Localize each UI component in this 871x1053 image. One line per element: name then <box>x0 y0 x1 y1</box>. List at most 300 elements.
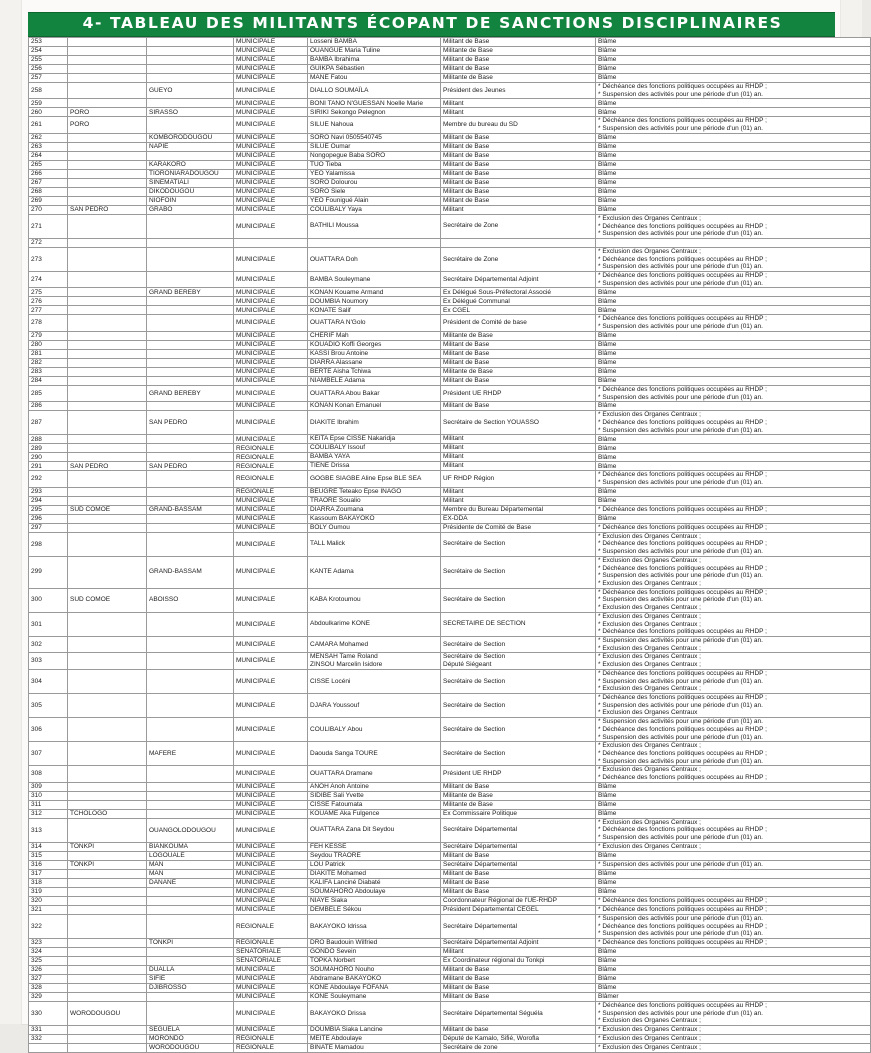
cell-name <box>308 956 441 965</box>
cell-region <box>68 288 147 297</box>
cell-struct: MUNICIPALE <box>234 142 308 151</box>
func-line: Secrétaire de Section YOUASSO <box>443 418 539 426</box>
table-row[interactable] <box>29 860 871 869</box>
cell-region <box>68 196 147 205</box>
cell-region <box>68 376 147 385</box>
cell-name <box>308 818 441 842</box>
table-row[interactable] <box>29 178 871 187</box>
table-row[interactable] <box>29 653 871 670</box>
table-row[interactable] <box>29 636 871 652</box>
name-line: Seydou TRAORE <box>310 851 361 859</box>
cell-num: 322 <box>29 914 68 938</box>
name-line: MENSAH Tame Roland <box>310 653 378 661</box>
table-row[interactable] <box>29 487 871 496</box>
cell-sanction <box>596 791 871 800</box>
table-row[interactable] <box>29 214 871 238</box>
func-line: Militant de Base <box>443 887 490 895</box>
table-row[interactable] <box>29 133 871 142</box>
cell-region <box>68 272 147 288</box>
table-row[interactable] <box>29 588 871 612</box>
sanction-line: * Exclusion des Organes Centraux ; <box>598 556 701 564</box>
cell-struct: MUNICIPALE <box>234 47 308 56</box>
sanction-line: Blâme <box>598 99 617 107</box>
cell-region <box>68 133 147 142</box>
func-line: Président Départemental CEGEL <box>443 905 539 913</box>
name-line: KABA Krotoumou <box>310 596 361 604</box>
cell-func <box>441 496 596 505</box>
cell-region <box>68 694 147 718</box>
cell-region <box>68 800 147 809</box>
func-line: Militante de Base <box>443 331 493 339</box>
sanction-line: Blâme <box>598 340 617 348</box>
table-row[interactable] <box>29 187 871 196</box>
table-row[interactable] <box>29 47 871 56</box>
table-row[interactable] <box>29 435 871 444</box>
table-row[interactable] <box>29 38 871 47</box>
table-row[interactable] <box>29 376 871 385</box>
name-line: DJARA Youssouf <box>310 701 360 709</box>
cell-num: 287 <box>29 411 68 435</box>
cell-dept <box>147 331 234 340</box>
cell-sanction <box>596 914 871 938</box>
cell-sanction <box>596 108 871 117</box>
table-row[interactable] <box>29 818 871 842</box>
cell-region: SUD COMOE <box>68 588 147 612</box>
cell-num: 309 <box>29 782 68 791</box>
cell-dept <box>147 214 234 238</box>
table-row[interactable] <box>29 471 871 487</box>
table-row[interactable] <box>29 1026 871 1035</box>
table-row[interactable] <box>29 74 871 83</box>
cell-sanction <box>596 74 871 83</box>
cell-func <box>441 297 596 306</box>
cell-dept: ABOISSO <box>147 588 234 612</box>
sanction-line: Blâme <box>598 791 617 799</box>
cell-func <box>441 133 596 142</box>
sanction-line: * Déchéance des fonctions politiques occupées au RHDP ; <box>598 694 767 702</box>
cell-name <box>308 65 441 74</box>
sanction-line: * Suspension des activités pour une période d'un (01) an. <box>598 1009 763 1017</box>
sanction-line: * Exclusion des Organes Centraux ; <box>598 612 701 620</box>
table-row[interactable] <box>29 297 871 306</box>
cell-sanction <box>596 947 871 956</box>
cell-num: 288 <box>29 435 68 444</box>
cell-struct: MUNICIPALE <box>234 288 308 297</box>
sanction-line: * Exclusion des Organes Centraux ; <box>598 1035 701 1043</box>
cell-dept <box>147 992 234 1001</box>
cell-func <box>441 842 596 851</box>
table-row[interactable] <box>29 782 871 791</box>
cell-num: 332 <box>29 1035 68 1044</box>
cell-region <box>68 169 147 178</box>
cell-num: 303 <box>29 653 68 670</box>
cell-name <box>308 800 441 809</box>
cell-region <box>68 453 147 462</box>
sanction-line: Blâme <box>598 966 617 974</box>
cell-region <box>68 791 147 800</box>
table-row[interactable] <box>29 851 871 860</box>
table-row[interactable] <box>29 306 871 315</box>
cell-name <box>308 669 441 693</box>
table-row[interactable] <box>29 331 871 340</box>
table-row[interactable] <box>29 766 871 782</box>
cell-func <box>441 462 596 471</box>
table-row[interactable] <box>29 896 871 905</box>
table-row[interactable] <box>29 742 871 766</box>
table-row[interactable] <box>29 1044 871 1053</box>
table-row[interactable] <box>29 496 871 505</box>
table-row[interactable] <box>29 349 871 358</box>
sanction-line: Blâme <box>598 142 617 150</box>
cell-func <box>441 914 596 938</box>
cell-sanction <box>596 653 871 670</box>
cell-func <box>441 905 596 914</box>
cell-sanction <box>596 896 871 905</box>
table-row[interactable] <box>29 669 871 693</box>
table-row[interactable] <box>29 358 871 367</box>
cell-name <box>308 83 441 99</box>
table-row[interactable] <box>29 514 871 523</box>
cell-sanction <box>596 358 871 367</box>
table-row[interactable] <box>29 315 871 331</box>
cell-num: 273 <box>29 247 68 271</box>
sanction-line: * Suspension des activités pour une période d'un (01) an. <box>598 636 763 644</box>
cell-num: 272 <box>29 238 68 247</box>
cell-dept <box>147 809 234 818</box>
cell-dept <box>147 669 234 693</box>
cell-func <box>441 612 596 636</box>
cell-name <box>308 205 441 214</box>
func-line: Membre du Bureau Départemental <box>443 505 544 513</box>
cell-sanction <box>596 205 871 214</box>
cell-func <box>441 196 596 205</box>
func-line: Militant de Base <box>443 984 490 992</box>
name-line: SIDIBE Sali Yvette <box>310 791 364 799</box>
cell-dept <box>147 653 234 670</box>
cell-name <box>308 869 441 878</box>
name-line: Kassoum BAKAYOKO <box>310 514 375 522</box>
cell-struct: MUNICIPALE <box>234 636 308 652</box>
cell-struct: MUNICIPALE <box>234 435 308 444</box>
cell-dept <box>147 315 234 331</box>
cell-region <box>68 869 147 878</box>
table-row[interactable] <box>29 238 871 247</box>
table-row[interactable] <box>29 196 871 205</box>
cell-num: 295 <box>29 505 68 514</box>
cell-region: SAN PEDRO <box>68 205 147 214</box>
table-row[interactable] <box>29 247 871 271</box>
table-row[interactable] <box>29 367 871 376</box>
name-line: BINATE Mamadou <box>310 1044 364 1052</box>
table-row[interactable] <box>29 556 871 588</box>
table-row[interactable] <box>29 532 871 556</box>
cell-dept <box>147 151 234 160</box>
func-line: Militante de Base <box>443 367 493 375</box>
table-row[interactable] <box>29 65 871 74</box>
table-row[interactable] <box>29 444 871 453</box>
cell-func <box>441 435 596 444</box>
cell-func <box>441 349 596 358</box>
cell-func <box>441 108 596 117</box>
cell-region <box>68 142 147 151</box>
cell-func <box>441 169 596 178</box>
table-row[interactable] <box>29 974 871 983</box>
table-row[interactable] <box>29 117 871 133</box>
cell-name <box>308 860 441 869</box>
cell-name <box>308 1026 441 1035</box>
sanction-line: Blâme <box>598 957 617 965</box>
cell-struct: MUNICIPALE <box>234 83 308 99</box>
cell-sanction <box>596 288 871 297</box>
cell-sanction <box>596 1035 871 1044</box>
name-line: SORO Navi 0505540745 <box>310 133 382 141</box>
sanction-line: * Exclusion des Organes Centraux ; <box>598 742 701 750</box>
func-line: Militant de Base <box>443 169 490 177</box>
cell-region: TONKPI <box>68 842 147 851</box>
table-row[interactable] <box>29 83 871 99</box>
table-row[interactable] <box>29 272 871 288</box>
cell-func <box>441 471 596 487</box>
cell-num: 321 <box>29 905 68 914</box>
sanction-line: * Exclusion des Organes Centraux ; <box>598 604 701 612</box>
sanction-line: * Suspension des activités pour une période d'un (01) an. <box>598 393 763 401</box>
sanction-line: * Exclusion des Organes Centraux ; <box>598 766 701 774</box>
cell-name <box>308 983 441 992</box>
table-row[interactable] <box>29 983 871 992</box>
cell-num: 330 <box>29 1001 68 1025</box>
sanction-line: Blâme <box>598 47 617 55</box>
cell-region <box>68 187 147 196</box>
func-line: Secrétaire de Section <box>443 640 506 648</box>
table-row[interactable] <box>29 453 871 462</box>
name-line: OUATTARA N'Golo <box>310 319 366 327</box>
name-line: DIAKITE Mohamed <box>310 869 366 877</box>
cell-name <box>308 142 441 151</box>
func-line: Militant de Base <box>443 151 490 159</box>
cell-name <box>308 376 441 385</box>
cell-dept <box>147 367 234 376</box>
cell-region <box>68 1026 147 1035</box>
func-line: Militant de Base <box>443 376 490 384</box>
sanction-line: Blâme <box>598 160 617 168</box>
table-row[interactable] <box>29 160 871 169</box>
table-row[interactable] <box>29 947 871 956</box>
cell-sanction <box>596 669 871 693</box>
func-line: Ex Délégué Sous-Préfectoral Associé <box>443 288 552 296</box>
cell-name <box>308 588 441 612</box>
sanction-line: Blâme <box>598 56 617 64</box>
cell-struct: MUNICIPALE <box>234 315 308 331</box>
cell-name <box>308 117 441 133</box>
name-line: YEO Founigué Alain <box>310 196 369 204</box>
cell-dept <box>147 496 234 505</box>
sanction-line: * Déchéance des fonctions politiques occupées au RHDP ; <box>598 385 767 393</box>
cell-region <box>68 315 147 331</box>
table-row[interactable] <box>29 462 871 471</box>
func-line: Secrétaire de Section <box>443 701 506 709</box>
table-row[interactable] <box>29 1001 871 1025</box>
cell-name <box>308 247 441 271</box>
cell-dept <box>147 947 234 956</box>
cell-num: 299 <box>29 556 68 588</box>
table-row[interactable] <box>29 718 871 742</box>
table-row[interactable] <box>29 800 871 809</box>
sanction-line: * Déchéance des fonctions politiques occupées au RHDP ; <box>598 523 767 531</box>
sanction-line: Blâme <box>598 288 617 296</box>
cell-dept <box>147 117 234 133</box>
table-row[interactable] <box>29 809 871 818</box>
sanction-line: Blâme <box>598 888 617 895</box>
sanction-line: * Déchéance des fonctions politiques occupées au RHDP ; <box>598 588 767 596</box>
cell-dept <box>147 694 234 718</box>
func-line: Militant <box>443 99 464 107</box>
func-line: UF RHDP Région <box>443 475 495 483</box>
cell-region <box>68 331 147 340</box>
sanction-line: Blâme <box>598 435 617 443</box>
cell-dept: SAN PEDRO <box>147 462 234 471</box>
table-row[interactable] <box>29 402 871 411</box>
table-row[interactable] <box>29 151 871 160</box>
table-row[interactable] <box>29 965 871 974</box>
sanction-line: Blâme <box>598 462 617 470</box>
cell-sanction <box>596 636 871 652</box>
table-row[interactable] <box>29 694 871 718</box>
cell-region: SUD COMOE <box>68 505 147 514</box>
cell-dept <box>147 238 234 247</box>
table-row[interactable] <box>29 612 871 636</box>
table-row[interactable] <box>29 99 871 108</box>
cell-sanction <box>596 842 871 851</box>
cell-num: 253 <box>29 38 68 47</box>
cell-dept <box>147 532 234 556</box>
table-row[interactable] <box>29 791 871 800</box>
table-row[interactable] <box>29 842 871 851</box>
cell-num: 266 <box>29 169 68 178</box>
cell-func <box>441 38 596 47</box>
cell-sanction <box>596 612 871 636</box>
cell-func <box>441 791 596 800</box>
cell-struct: MUNICIPALE <box>234 38 308 47</box>
cell-func <box>441 214 596 238</box>
table-row[interactable] <box>29 288 871 297</box>
cell-num: 328 <box>29 983 68 992</box>
cell-sanction <box>596 742 871 766</box>
cell-struct: MUNICIPALE <box>234 169 308 178</box>
table-row[interactable] <box>29 905 871 914</box>
cell-name <box>308 523 441 532</box>
cell-sanction <box>596 133 871 142</box>
sanction-line: * Suspension des activités pour une période d'un (01) an. <box>598 861 763 868</box>
cell-name <box>308 496 441 505</box>
table-row[interactable] <box>29 411 871 435</box>
table-row[interactable] <box>29 878 871 887</box>
cell-func <box>441 992 596 1001</box>
table-row[interactable] <box>29 914 871 938</box>
table-row[interactable] <box>29 938 871 947</box>
cell-struct: MUNICIPALE <box>234 99 308 108</box>
table-row[interactable] <box>29 385 871 401</box>
func-line: Militant de Base <box>443 56 490 64</box>
cell-dept <box>147 99 234 108</box>
cell-region <box>68 851 147 860</box>
cell-num: 275 <box>29 288 68 297</box>
func-line: Secrétaire de Zone <box>443 255 499 263</box>
func-line: Secrétaire de Section <box>443 677 506 685</box>
table-row[interactable] <box>29 992 871 1001</box>
name-line: BEUGRE Teteako Epse INAGO <box>310 487 402 495</box>
sanction-line: * Suspension des activités pour une période d'un (01) an. <box>598 914 763 922</box>
cell-num: 292 <box>29 471 68 487</box>
cell-struct: MUNICIPALE <box>234 532 308 556</box>
cell-dept <box>147 914 234 938</box>
table-row[interactable] <box>29 956 871 965</box>
table-row[interactable] <box>29 869 871 878</box>
cell-dept: GRAND BEREBY <box>147 385 234 401</box>
cell-sanction <box>596 178 871 187</box>
cell-sanction <box>596 340 871 349</box>
cell-func <box>441 65 596 74</box>
name-line: DIARRA Zoumana <box>310 505 364 513</box>
cell-region <box>68 471 147 487</box>
cell-sanction <box>596 160 871 169</box>
table-row[interactable] <box>29 340 871 349</box>
cell-func <box>441 178 596 187</box>
table-row[interactable] <box>29 205 871 214</box>
cell-struct: REGIONALE <box>234 1044 308 1053</box>
cell-dept <box>147 905 234 914</box>
cell-name <box>308 411 441 435</box>
cell-region: TCHOLOGO <box>68 809 147 818</box>
table-row[interactable] <box>29 169 871 178</box>
cell-num: 291 <box>29 462 68 471</box>
cell-dept: DUALLA <box>147 965 234 974</box>
cell-region <box>68 349 147 358</box>
func-line: Militant de Base <box>443 160 490 168</box>
cell-region <box>68 938 147 947</box>
cell-num: 312 <box>29 809 68 818</box>
cell-sanction <box>596 83 871 99</box>
cell-func <box>441 160 596 169</box>
cell-sanction <box>596 169 871 178</box>
name-line: BONI TANO N'GUESSAN Noelle Marie <box>310 99 423 107</box>
table-row[interactable] <box>29 1035 871 1044</box>
cell-name <box>308 487 441 496</box>
cell-dept: MAN <box>147 860 234 869</box>
cell-region <box>68 983 147 992</box>
cell-region <box>68 653 147 670</box>
table-row[interactable] <box>29 523 871 532</box>
cell-dept <box>147 800 234 809</box>
cell-dept: MAN <box>147 869 234 878</box>
cell-struct: MUNICIPALE <box>234 376 308 385</box>
cell-dept <box>147 340 234 349</box>
table-row[interactable] <box>29 887 871 896</box>
cell-sanction <box>596 983 871 992</box>
func-line: Secrétaire Départemental <box>443 860 518 868</box>
cell-region <box>68 214 147 238</box>
table-row[interactable] <box>29 505 871 514</box>
cell-num <box>29 1044 68 1053</box>
cell-region <box>68 487 147 496</box>
sanction-line: Blâme <box>598 349 617 357</box>
cell-name <box>308 214 441 238</box>
table-row[interactable] <box>29 56 871 65</box>
table-row[interactable] <box>29 108 871 117</box>
sanction-line: Blâme <box>598 331 617 339</box>
cell-sanction <box>596 47 871 56</box>
cell-func <box>441 444 596 453</box>
table-row[interactable] <box>29 142 871 151</box>
